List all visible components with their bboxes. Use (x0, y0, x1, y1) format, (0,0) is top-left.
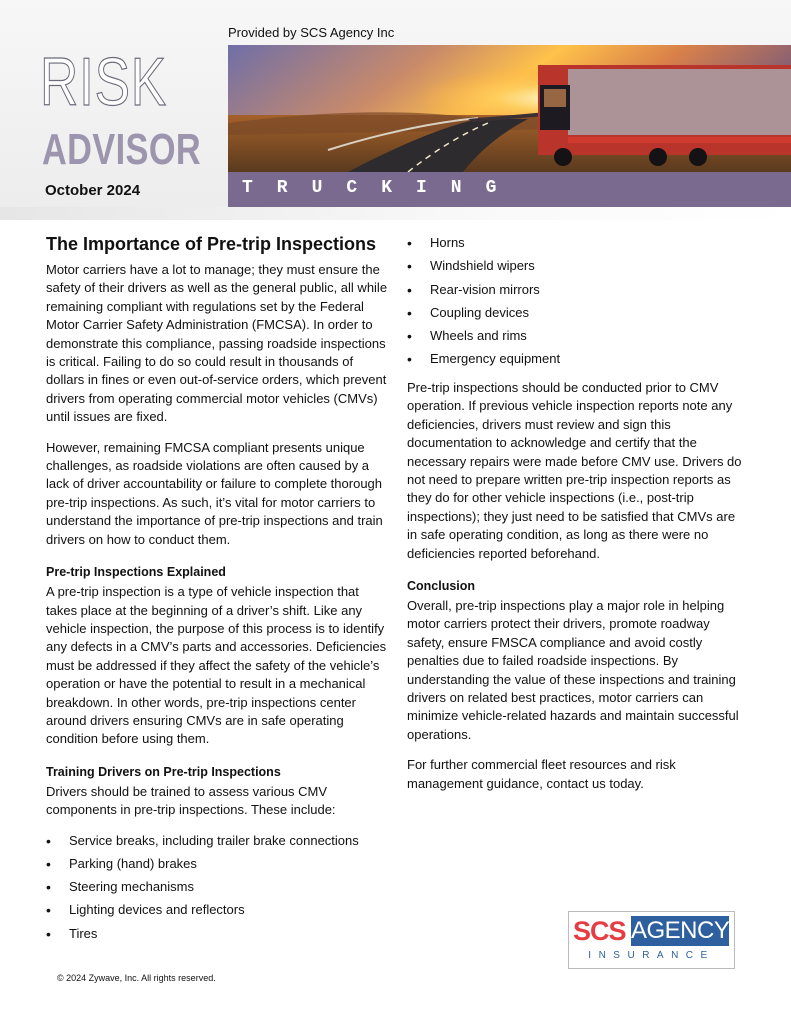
masthead-advisor: ADVISOR (42, 125, 202, 174)
scs-agency-logo (568, 911, 735, 969)
after-list-paragraph: Pre-trip inspections should be conducted prior to CMV operation. If previous vehicle inspection reports note any deficiencies, drivers must review and sign this documentation to acknowledge and certify that the necessary repairs were made before CMV use. Drivers do not need to prepare written pre-trip inspection reports as they do for other vehicle inspections (i.e., post-trip inspections); they just need to be satisfied that CMVs are in safe operating condition, as long as there were no deficiencies reported beforehand. (407, 379, 742, 561)
section-body-explained: A pre-trip inspection is a type of vehicle inspection that takes place at the beginning of a driver’s shift. Like any vehicle inspection, the purpose of this process is to identify any defects in a CMV’s parts and accessories. Deficiencies must be addressed if they affect the safety of the vehicle’s operation or have the potential to result in a mechanical breakdown. In other words, pre-trip inspections center around drivers ensuring CMVs are in safe operating condition before using them. (46, 584, 387, 747)
conclusion-body: Overall, pre-trip inspections play a major role in helping motor carriers protect their drivers, promote roadway safety, ensure FMSCA compliance and avoid costly penalties due to failed roadside inspections. By understanding the value of these inspections and training drivers on related best practices, motor carriers can minimize vehicle-related hazards and maintain successful operations. (407, 597, 739, 742)
category-label: TRUCKING (242, 178, 521, 198)
list-item: • Parking (hand) brakes (46, 855, 388, 873)
section-heading-conclusion: Conclusion (407, 578, 476, 593)
components-list-right (407, 234, 747, 369)
copyright-notice: © 2024 Zywave, Inc. All rights reserved. (57, 973, 216, 983)
article-left-column (46, 234, 388, 953)
section-heading-explained: Pre-trip Inspections Explained (46, 565, 226, 580)
article-title: The Importance of Pre-trip Inspections (46, 234, 377, 254)
list-item: • Tires (46, 925, 388, 943)
header-divider (0, 207, 791, 220)
section-heading-training: Training Drivers on Pre-trip Inspections (46, 764, 281, 779)
closing-cta: For further commercial fleet resources and risk management guidance, contact us today. (407, 757, 676, 791)
components-list-left (46, 832, 388, 944)
list-item: • Horns (407, 234, 747, 252)
list-item: • Lighting devices and reflectors (46, 901, 388, 919)
hero-image-truck-highway (228, 45, 791, 172)
logo-scs-text: SCS (573, 916, 626, 946)
list-item: • Rear-vision mirrors (407, 281, 747, 299)
issue-date: October 2024 (45, 182, 141, 199)
section-body-training: Drivers should be trained to assess various CMV components in pre-trip inspections. These include: (46, 783, 336, 818)
masthead-risk: RISK (40, 44, 167, 120)
logo-agency-text: AGENCY (631, 917, 730, 944)
list-item: • Emergency equipment (407, 350, 747, 368)
list-item: • Wheels and rims (407, 327, 747, 345)
intro-paragraph-1: Motor carriers have a lot to manage; they must ensure the safety of their drivers as well as the general public, all while remaining compliant with regulations set by the Federal Motor Carrier Safety Administration (FMCSA). In order to demonstrate this compliance, passing roadside inspections is critical. Failing to do so could result in thousands of dollars in fines or even out-of-service orders, which prevent drivers from operating commercial motor vehicles (CMVs) until issues are fixed. (46, 262, 388, 425)
category-banner (228, 172, 791, 207)
list-item: • Service breaks, including trailer brake connections (46, 832, 388, 850)
logo-insurance-text: INSURANCE (588, 950, 715, 961)
intro-paragraph-2: However, remaining FMCSA compliant presents unique challenges, as roadside violations are often caused by a lack of driver accountability or failure to complete thorough pre-trip inspections. As such, it’s vital for motor carriers to understand the importance of pre-trip inspections and train drivers on how to conduct them. (46, 439, 383, 547)
list-item: • Steering mechanisms (46, 878, 388, 896)
list-item: • Coupling devices (407, 304, 747, 322)
provided-by: Provided by SCS Agency Inc (228, 25, 395, 40)
list-item: • Windshield wipers (407, 257, 747, 275)
article-right-column (407, 234, 747, 805)
